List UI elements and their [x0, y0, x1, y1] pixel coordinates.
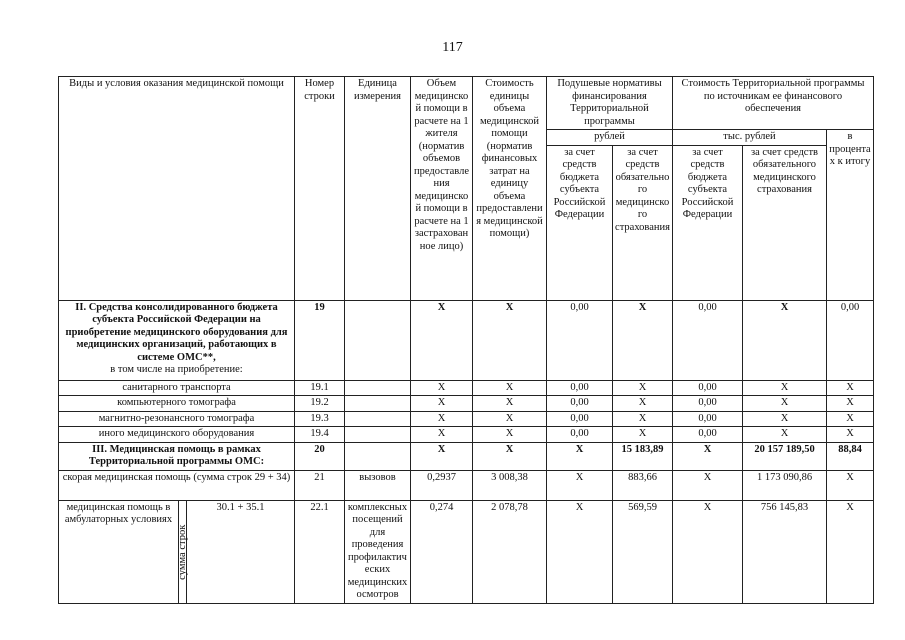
table-row	[59, 396, 874, 412]
row-kind-title: II. Средства консолидированного бюджета субъекта Российской Федерации на приобретение медицинского оборудования для медицинских организаций, работающих в системе ОМС**,	[65, 301, 288, 363]
row-number: 20	[295, 442, 345, 470]
row-cost: 2 078,78	[473, 500, 547, 603]
table-row	[59, 442, 874, 470]
row-pc-oms: X	[613, 427, 673, 443]
row-unit	[345, 300, 411, 380]
table-row	[59, 300, 874, 380]
table-row	[59, 411, 874, 427]
row-pc-budget: X	[547, 500, 613, 603]
row-kind: скорая медицинская помощь (сумма строк 29 + 34)	[59, 470, 295, 500]
header-territorial-budget: за счет средств бюджета субъекта Российской Федерации	[673, 145, 743, 300]
row-volume: X	[411, 427, 473, 443]
row-unit	[345, 411, 411, 427]
row-pc-oms: X	[613, 380, 673, 396]
row-pc-oms: 883,66	[613, 470, 673, 500]
row-tc-budget: 0,00	[673, 300, 743, 380]
table-row	[59, 470, 874, 500]
row-percent: X	[827, 396, 874, 412]
row-pc-oms: X	[613, 300, 673, 380]
row-number: 19.2	[295, 396, 345, 412]
row-tc-oms: X	[743, 380, 827, 396]
row-vertical-label: сумма строк	[176, 524, 188, 580]
row-tc-oms: X	[743, 396, 827, 412]
row-tc-budget: X	[673, 470, 743, 500]
header-territorial-cost: Стоимость Территориальной программы по источникам ее финансового обеспечения	[673, 77, 874, 130]
row-number: 19	[295, 300, 345, 380]
row-volume: X	[411, 411, 473, 427]
row-unit	[345, 380, 411, 396]
row-pc-budget: 0,00	[547, 411, 613, 427]
row-pc-oms: 15 183,89	[613, 442, 673, 470]
row-volume: X	[411, 442, 473, 470]
row-pc-budget: 0,00	[547, 380, 613, 396]
row-percent: X	[827, 427, 874, 443]
header-percent: в процентах к итогу	[827, 130, 874, 301]
header-kind: Виды и условия оказания медицинской помощи	[59, 77, 295, 301]
row-volume: 0,2937	[411, 470, 473, 500]
header-unit-rub: рублей	[547, 130, 673, 146]
table-row	[59, 427, 874, 443]
row-number: 22.1	[295, 500, 345, 603]
row-kind: иного медицинского оборудования	[59, 427, 295, 443]
row-pc-budget: X	[547, 442, 613, 470]
header-row-number: Номер строки	[295, 77, 345, 301]
row-percent: 0,00	[827, 300, 874, 380]
row-cost: X	[473, 300, 547, 380]
header-unit-thousand-rub: тыс. рублей	[673, 130, 827, 146]
table-row	[59, 380, 874, 396]
row-pc-budget: X	[547, 470, 613, 500]
row-number: 19.1	[295, 380, 345, 396]
row-unit	[345, 427, 411, 443]
header-cost-unit: Стоимость единицы объема медицинской помощи (норматив финансовых затрат на единицу объема предоставления медицинской помощи)	[473, 77, 547, 301]
row-tc-budget: 0,00	[673, 396, 743, 412]
row-volume: X	[411, 300, 473, 380]
row-kind	[59, 300, 295, 380]
row-tc-oms: X	[743, 427, 827, 443]
row-volume: X	[411, 396, 473, 412]
row-percent: X	[827, 470, 874, 500]
row-unit: вызовов	[345, 470, 411, 500]
row-tc-oms: 1 173 090,86	[743, 470, 827, 500]
row-percent: X	[827, 500, 874, 603]
row-pc-oms: X	[613, 396, 673, 412]
row-percent: X	[827, 411, 874, 427]
row-cost: X	[473, 380, 547, 396]
row-tc-oms: 756 145,83	[743, 500, 827, 603]
row-number: 19.3	[295, 411, 345, 427]
header-volume: Объем медицинской помощи в расчете на 1 жителя (норматив объемов предоставления медицинской помощи в расчете на 1 застрахованное лицо)	[411, 77, 473, 301]
row-volume: X	[411, 380, 473, 396]
row-unit: комплексных посещений для проведения профилактических медицинских осмотров	[345, 500, 411, 603]
row-kind-suffix: в том числе на приобретение:	[110, 364, 243, 375]
header-per-capita: Подушевые нормативы финансирования Территориальной программы	[547, 77, 673, 130]
header-unit: Единица измерения	[345, 77, 411, 301]
row-tc-oms: X	[743, 411, 827, 427]
row-tc-budget: X	[673, 442, 743, 470]
row-kind: магнитно-резонансного томографа	[59, 411, 295, 427]
row-cost: X	[473, 411, 547, 427]
row-volume: 0,274	[411, 500, 473, 603]
row-pc-oms: 569,59	[613, 500, 673, 603]
row-pc-budget: 0,00	[547, 427, 613, 443]
row-percent: X	[827, 380, 874, 396]
row-vertical-label-cell	[176, 500, 188, 603]
row-tc-budget: 0,00	[673, 380, 743, 396]
row-cost: X	[473, 427, 547, 443]
row-pc-budget: 0,00	[547, 300, 613, 380]
header-territorial-oms: за счет средств обязательного медицинского страхования	[743, 145, 827, 300]
page-number: 117	[442, 40, 463, 55]
row-pc-budget: 0,00	[547, 396, 613, 412]
header-per-capita-oms: за счет средств обязательного медицинского страхования	[613, 145, 673, 300]
row-cost: 3 008,38	[473, 470, 547, 500]
row-number: 21	[295, 470, 345, 500]
row-number: 19.4	[295, 427, 345, 443]
row-cost: X	[473, 396, 547, 412]
header-per-capita-budget: за счет средств бюджета субъекта Российской Федерации	[547, 145, 613, 300]
row-formula: 30.1 + 35.1	[187, 500, 295, 603]
table-row	[59, 500, 874, 603]
row-kind: санитарного транспорта	[59, 380, 295, 396]
row-tc-oms: X	[743, 300, 827, 380]
row-kind: медицинская помощь в амбулаторных условиях	[59, 500, 179, 603]
row-percent: 88,84	[827, 442, 874, 470]
row-pc-oms: X	[613, 411, 673, 427]
row-kind: компьютерного томографа	[59, 396, 295, 412]
row-tc-budget: 0,00	[673, 427, 743, 443]
row-unit	[345, 396, 411, 412]
row-tc-budget: 0,00	[673, 411, 743, 427]
row-tc-oms: 20 157 189,50	[743, 442, 827, 470]
row-cost: X	[473, 442, 547, 470]
row-kind: III. Медицинская помощь в рамках Территориальной программы ОМС:	[59, 442, 295, 470]
row-tc-budget: X	[673, 500, 743, 603]
financing-table	[58, 76, 874, 604]
row-unit	[345, 442, 411, 470]
